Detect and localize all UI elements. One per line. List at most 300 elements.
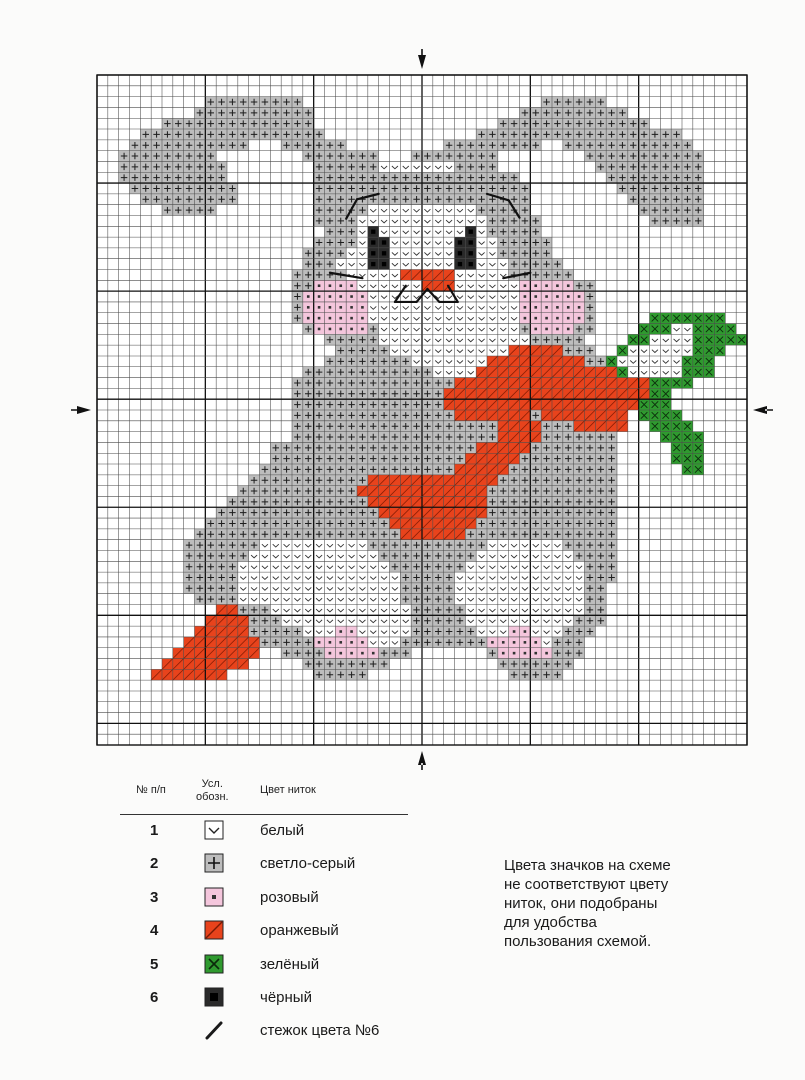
stitch-cell xyxy=(130,161,141,172)
stitch-cell xyxy=(465,496,476,507)
legend-number: 3 xyxy=(150,889,159,906)
stitch-cell xyxy=(314,518,325,529)
stitch-cell xyxy=(400,561,411,572)
stitch-cell xyxy=(422,572,433,583)
stitch-cell xyxy=(563,302,574,313)
stitch-cell xyxy=(650,194,661,205)
stitch-cell xyxy=(422,410,433,421)
stitch-cell xyxy=(357,324,368,335)
legend-color-name: зелёный xyxy=(260,956,320,973)
stitch-cell xyxy=(314,529,325,540)
stitch-cell xyxy=(509,486,520,497)
stitch-cell xyxy=(520,259,531,270)
stitch-cell xyxy=(325,659,336,670)
stitch-cell xyxy=(617,161,628,172)
stitch-cell xyxy=(422,442,433,453)
stitch-cell xyxy=(563,507,574,518)
stitch-cell xyxy=(465,518,476,529)
stitch-cell xyxy=(682,453,693,464)
stitch-cell xyxy=(530,442,541,453)
stitch-cell xyxy=(411,583,422,594)
stitch-cell xyxy=(303,486,314,497)
stitch-cell xyxy=(433,626,444,637)
stitch-cell xyxy=(325,140,336,151)
stitch-cell xyxy=(249,475,260,486)
stitch-cell xyxy=(422,270,433,281)
stitch-cell xyxy=(335,280,346,291)
stitch-cell xyxy=(509,507,520,518)
stitch-cell xyxy=(509,388,520,399)
stitch-cell xyxy=(303,442,314,453)
stitch-cell xyxy=(335,226,346,237)
stitch-cell xyxy=(595,594,606,605)
stitch-cell xyxy=(390,388,401,399)
stitch-cell xyxy=(444,529,455,540)
stitch-cell xyxy=(195,594,206,605)
stitch-cell xyxy=(606,496,617,507)
stitch-cell xyxy=(541,399,552,410)
stitch-cell xyxy=(357,475,368,486)
stitch-cell xyxy=(422,518,433,529)
stitch-cell xyxy=(205,107,216,118)
stitch-cell xyxy=(400,432,411,443)
stitch-cell xyxy=(368,378,379,389)
stitch-cell xyxy=(411,637,422,648)
stitch-cell xyxy=(628,378,639,389)
stitch-cell xyxy=(270,529,281,540)
stitch-cell xyxy=(520,367,531,378)
stitch-cell xyxy=(390,486,401,497)
stitch-cell xyxy=(552,637,563,648)
stitch-cell xyxy=(530,464,541,475)
stitch-cell xyxy=(281,129,292,140)
stitch-cell xyxy=(541,669,552,680)
stitch-cell xyxy=(303,648,314,659)
stitch-cell xyxy=(335,215,346,226)
stitch-cell xyxy=(260,605,271,616)
stitch-cell xyxy=(574,540,585,551)
stitch-cell xyxy=(455,248,466,259)
stitch-cell xyxy=(303,399,314,410)
stitch-cell xyxy=(455,421,466,432)
legend-color-name: стежок цвета №6 xyxy=(260,1022,380,1039)
legend-row xyxy=(120,851,420,877)
stitch-cell xyxy=(292,118,303,129)
stitch-cell xyxy=(260,518,271,529)
stitch-cell xyxy=(400,464,411,475)
stitch-cell xyxy=(541,302,552,313)
stitch-cell xyxy=(303,270,314,281)
stitch-cell xyxy=(552,97,563,108)
stitch-cell xyxy=(520,669,531,680)
stitch-cell xyxy=(335,453,346,464)
stitch-cell xyxy=(422,615,433,626)
stitch-cell xyxy=(530,215,541,226)
stitch-cell xyxy=(379,550,390,561)
stitch-cell xyxy=(444,388,455,399)
stitch-cell xyxy=(325,669,336,680)
stitch-cell xyxy=(249,648,260,659)
stitch-cell xyxy=(292,507,303,518)
stitch-cell xyxy=(184,659,195,670)
stitch-cell xyxy=(357,334,368,345)
stitch-cell xyxy=(552,129,563,140)
stitch-cell xyxy=(335,637,346,648)
stitch-cell xyxy=(693,151,704,162)
stitch-cell xyxy=(585,291,596,302)
stitch-cell xyxy=(585,540,596,551)
stitch-cell xyxy=(563,118,574,129)
stitch-cell xyxy=(227,183,238,194)
stitch-cell xyxy=(411,605,422,616)
stitch-cell xyxy=(216,161,227,172)
stitch-cell xyxy=(390,421,401,432)
stitch-cell xyxy=(379,194,390,205)
stitch-cell xyxy=(270,507,281,518)
stitch-cell xyxy=(617,107,628,118)
stitch-cell xyxy=(140,172,151,183)
stitch-cell xyxy=(530,334,541,345)
stitch-cell xyxy=(368,659,379,670)
stitch-cell xyxy=(498,118,509,129)
stitch-cell xyxy=(238,518,249,529)
stitch-cell xyxy=(411,464,422,475)
stitch-cell xyxy=(509,432,520,443)
grid-lines xyxy=(97,75,747,745)
stitch-cell xyxy=(476,367,487,378)
stitch-cell xyxy=(270,496,281,507)
stitch-cell xyxy=(433,378,444,389)
stitch-cell xyxy=(574,334,585,345)
stitch-cell xyxy=(552,507,563,518)
stitch-cell xyxy=(216,572,227,583)
stitch-cell xyxy=(390,432,401,443)
stitch-cell xyxy=(541,659,552,670)
stitch-cell xyxy=(671,215,682,226)
stitch-cell xyxy=(650,410,661,421)
stitch-cell xyxy=(422,388,433,399)
stitch-cell xyxy=(660,388,671,399)
stitch-cell xyxy=(151,129,162,140)
stitch-cell xyxy=(628,388,639,399)
stitch-cell xyxy=(195,550,206,561)
stitch-cell xyxy=(325,172,336,183)
stitch-cell xyxy=(433,151,444,162)
legend-header-symbol: Усл. обозн. xyxy=(196,778,229,803)
stitch-cell xyxy=(520,421,531,432)
stitch-cell xyxy=(585,496,596,507)
stitch-cell xyxy=(368,345,379,356)
stitch-cell xyxy=(465,183,476,194)
stitch-cell xyxy=(574,442,585,453)
stitch-cell xyxy=(682,215,693,226)
stitch-cell xyxy=(325,421,336,432)
stitch-cell xyxy=(628,172,639,183)
stitch-cell xyxy=(487,151,498,162)
stitch-cell xyxy=(498,486,509,497)
stitch-cell xyxy=(455,529,466,540)
stitch-cell xyxy=(314,324,325,335)
stitch-cell xyxy=(292,529,303,540)
stitch-cell xyxy=(574,345,585,356)
stitch-cell xyxy=(270,464,281,475)
stitch-cell xyxy=(260,97,271,108)
stitch-cell xyxy=(238,107,249,118)
stitch-cell xyxy=(552,669,563,680)
stitch-cell xyxy=(303,518,314,529)
stitch-cell xyxy=(617,183,628,194)
stitch-cell xyxy=(574,475,585,486)
stitch-cell xyxy=(379,421,390,432)
stitch-cell xyxy=(357,669,368,680)
stitch-cell xyxy=(574,626,585,637)
stitch-cell xyxy=(205,615,216,626)
stitch-cell xyxy=(595,388,606,399)
stitch-cell xyxy=(292,637,303,648)
stitch-cell xyxy=(520,302,531,313)
stitch-cell xyxy=(498,453,509,464)
stitch-cell xyxy=(314,464,325,475)
stitch-cell xyxy=(184,183,195,194)
stitch-cell xyxy=(552,496,563,507)
legend-color-name: белый xyxy=(260,822,305,839)
stitch-cell xyxy=(151,669,162,680)
stitch-cell xyxy=(498,410,509,421)
stitch-cell xyxy=(541,410,552,421)
stitch-cell xyxy=(639,205,650,216)
stitch-cell xyxy=(455,259,466,270)
stitch-cell xyxy=(487,486,498,497)
stitch-cell xyxy=(520,659,531,670)
stitch-cell xyxy=(281,529,292,540)
stitch-cell xyxy=(205,637,216,648)
stitch-cell xyxy=(335,378,346,389)
stitch-cell xyxy=(606,367,617,378)
stitch-cell xyxy=(574,280,585,291)
stitch-cell xyxy=(292,378,303,389)
stitch-cell xyxy=(314,507,325,518)
stitch-cell xyxy=(574,313,585,324)
stitch-cell xyxy=(498,248,509,259)
stitch-cell xyxy=(357,378,368,389)
stitch-cell xyxy=(563,280,574,291)
stitch-cell xyxy=(238,507,249,518)
stitch-cell xyxy=(325,648,336,659)
stitch-cell xyxy=(216,659,227,670)
stitch-cell xyxy=(292,453,303,464)
stitch-cell xyxy=(552,442,563,453)
stitch-cell xyxy=(520,345,531,356)
stitch-cell xyxy=(195,561,206,572)
stitch-cell xyxy=(476,421,487,432)
stitch-cell xyxy=(140,151,151,162)
stitch-cell xyxy=(595,378,606,389)
stitch-cell xyxy=(693,215,704,226)
stitch-cell xyxy=(455,507,466,518)
stitch-cell xyxy=(379,464,390,475)
stitch-cell xyxy=(195,183,206,194)
stitch-cell xyxy=(325,194,336,205)
stitch-cell xyxy=(314,302,325,313)
stitch-cell xyxy=(487,399,498,410)
stitch-cell xyxy=(585,453,596,464)
stitch-cell xyxy=(639,378,650,389)
stitch-cell xyxy=(346,399,357,410)
orange-diagonal-symbol-icon xyxy=(204,920,224,940)
stitch-cell xyxy=(693,345,704,356)
stitch-cell xyxy=(465,248,476,259)
stitch-cell xyxy=(422,486,433,497)
stitch-cell xyxy=(520,248,531,259)
stitch-cell xyxy=(628,194,639,205)
stitch-cell xyxy=(455,540,466,551)
stitch-cell xyxy=(249,486,260,497)
stitch-cell xyxy=(325,518,336,529)
stitch-cell xyxy=(303,118,314,129)
stitch-cell xyxy=(520,648,531,659)
stitch-cell xyxy=(270,637,281,648)
arrow-top-icon xyxy=(418,49,426,69)
stitch-cell xyxy=(606,421,617,432)
stitch-cell xyxy=(357,367,368,378)
stitch-cell xyxy=(465,432,476,443)
stitch-cell xyxy=(184,540,195,551)
stitch-cell xyxy=(433,172,444,183)
stitch-cell xyxy=(682,464,693,475)
stitch-cell xyxy=(390,496,401,507)
black-square-symbol-icon xyxy=(204,987,224,1007)
legend-row xyxy=(120,952,420,978)
stitch-cell xyxy=(368,356,379,367)
stitch-cell xyxy=(346,291,357,302)
stitch-cell xyxy=(390,453,401,464)
stitch-cell xyxy=(509,172,520,183)
arrow-left-icon xyxy=(71,406,91,414)
stitch-cell xyxy=(509,183,520,194)
stitch-cell xyxy=(552,518,563,529)
stitch-cell xyxy=(650,421,661,432)
stitch-cell xyxy=(195,583,206,594)
stitch-cell xyxy=(444,540,455,551)
legend-row xyxy=(120,985,420,1011)
stitch-cell xyxy=(400,172,411,183)
stitch-cell xyxy=(422,637,433,648)
stitch-cell xyxy=(314,291,325,302)
stitch-cell xyxy=(433,486,444,497)
stitch-cell xyxy=(606,507,617,518)
stitch-cell xyxy=(563,270,574,281)
stitch-cell xyxy=(465,637,476,648)
stitch-cell xyxy=(660,140,671,151)
stitch-cell xyxy=(411,594,422,605)
stitch-cell xyxy=(639,324,650,335)
stitch-cell xyxy=(682,356,693,367)
stitch-cell xyxy=(476,475,487,486)
stitch-cell xyxy=(411,496,422,507)
stitch-cell xyxy=(205,97,216,108)
stitch-cell xyxy=(238,605,249,616)
stitch-cell xyxy=(346,410,357,421)
stitch-cell xyxy=(292,291,303,302)
stitch-cell xyxy=(530,140,541,151)
stitch-cell xyxy=(606,464,617,475)
stitch-cell xyxy=(465,626,476,637)
stitch-cell xyxy=(682,378,693,389)
stitch-cell xyxy=(595,410,606,421)
stitch-cell xyxy=(541,280,552,291)
stitch-cell xyxy=(455,615,466,626)
stitch-cell xyxy=(205,550,216,561)
stitch-cell xyxy=(325,215,336,226)
stitch-cell xyxy=(476,637,487,648)
stitch-cell xyxy=(509,453,520,464)
stitch-cell xyxy=(530,367,541,378)
stitch-cell xyxy=(270,626,281,637)
stitch-cell xyxy=(628,151,639,162)
stitch-cell xyxy=(195,540,206,551)
stitch-cell xyxy=(173,205,184,216)
stitch-cell xyxy=(563,388,574,399)
stitch-cell xyxy=(314,215,325,226)
stitch-cell xyxy=(205,151,216,162)
stitch-cell xyxy=(303,410,314,421)
stitch-cell xyxy=(585,107,596,118)
stitch-cell xyxy=(541,453,552,464)
stitch-cell xyxy=(216,194,227,205)
stitch-cell xyxy=(693,161,704,172)
stitch-cell xyxy=(650,140,661,151)
stitch-cell xyxy=(151,161,162,172)
stitch-cell xyxy=(520,486,531,497)
stitch-cell xyxy=(574,129,585,140)
stitch-cell xyxy=(249,605,260,616)
stitch-cell xyxy=(487,388,498,399)
stitch-cell xyxy=(541,248,552,259)
stitch-cell xyxy=(660,151,671,162)
stitch-cell xyxy=(335,356,346,367)
stitch-cell xyxy=(368,172,379,183)
stitch-cell xyxy=(476,399,487,410)
stitch-cell xyxy=(335,659,346,670)
stitch-cell xyxy=(487,648,498,659)
stitch-cell xyxy=(671,432,682,443)
stitch-cell xyxy=(563,334,574,345)
stitch-cell xyxy=(476,486,487,497)
stitch-cell xyxy=(617,118,628,129)
stitch-cell xyxy=(552,313,563,324)
stitch-cell xyxy=(140,194,151,205)
stitch-cell xyxy=(140,161,151,172)
stitch-cell xyxy=(346,496,357,507)
stitch-cell xyxy=(563,475,574,486)
stitch-cell xyxy=(216,648,227,659)
stitch-cell xyxy=(184,140,195,151)
stitch-cell xyxy=(390,367,401,378)
stitch-cell xyxy=(465,388,476,399)
stitch-cell xyxy=(433,518,444,529)
stitch-cell xyxy=(346,626,357,637)
stitch-cell xyxy=(346,334,357,345)
stitch-cell xyxy=(184,637,195,648)
stitch-cell xyxy=(390,529,401,540)
stitch-cell xyxy=(303,107,314,118)
stitch-cell xyxy=(205,172,216,183)
stitch-cell xyxy=(379,475,390,486)
stitch-cell xyxy=(617,129,628,140)
stitch-cell xyxy=(455,518,466,529)
stitch-cell xyxy=(639,118,650,129)
stitch-cell xyxy=(530,637,541,648)
